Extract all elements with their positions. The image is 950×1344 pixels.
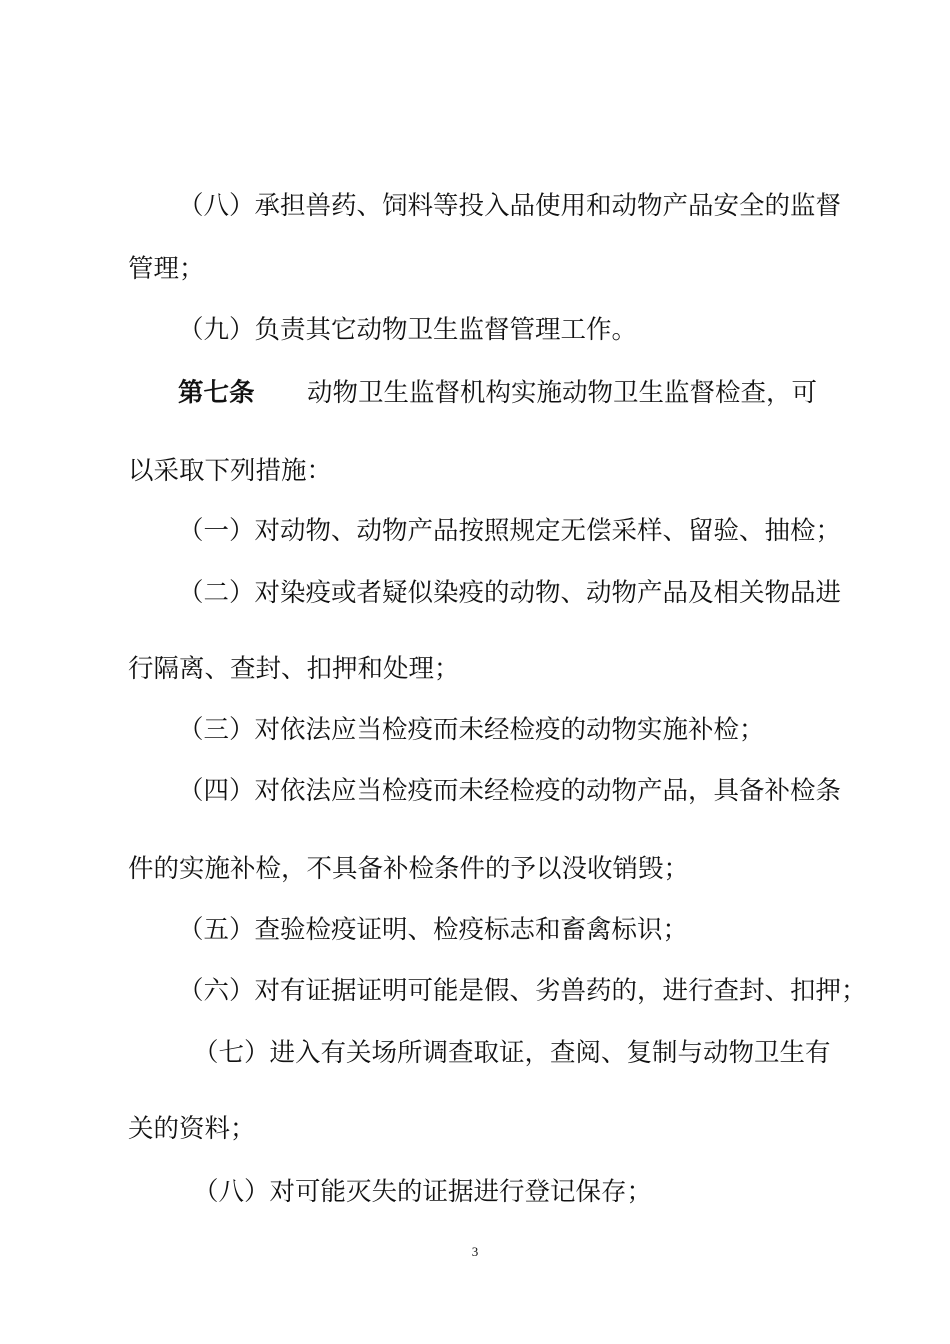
paragraph-line: （二）对染疫或者疑似染疫的动物、动物产品及相关物品进	[178, 578, 842, 608]
paragraph-line: （九）负责其它动物卫生监督管理工作。	[178, 315, 638, 345]
paragraph-line: （七）进入有关场所调查取证，查阅、复制与动物卫生有	[193, 1038, 831, 1068]
paragraph-line: 行隔离、查封、扣押和处理；	[128, 654, 460, 684]
paragraph-line: （一）对动物、动物产品按照规定无偿采样、留验、抽检；	[178, 516, 842, 546]
paragraph-line: （八）承担兽药、饲料等投入品使用和动物产品安全的监督	[178, 191, 842, 221]
article-heading: 第七条	[178, 378, 255, 408]
page-number: 3	[471, 1244, 479, 1259]
paragraph-line: 件的实施补检，不具备补检条件的予以没收销毁；	[128, 854, 690, 884]
paragraph-line: （三）对依法应当检疫而未经检疫的动物实施补检；	[178, 715, 765, 745]
paragraph-line: 关的资料；	[128, 1114, 256, 1144]
paragraph-line: （四）对依法应当检疫而未经检疫的动物产品，具备补检条	[178, 776, 842, 806]
paragraph-line: 以采取下列措施：	[128, 456, 333, 486]
paragraph-line: （八）对可能灭失的证据进行登记保存；	[193, 1177, 653, 1207]
paragraph-line: （五）查验检疫证明、检疫标志和畜禽标识；	[178, 915, 689, 945]
paragraph-line: 动物卫生监督机构实施动物卫生监督检查，可	[307, 378, 818, 408]
paragraph-line: 管理；	[128, 254, 205, 284]
paragraph-line: （六）对有证据证明可能是假、劣兽药的，进行查封、扣押；	[178, 976, 867, 1006]
